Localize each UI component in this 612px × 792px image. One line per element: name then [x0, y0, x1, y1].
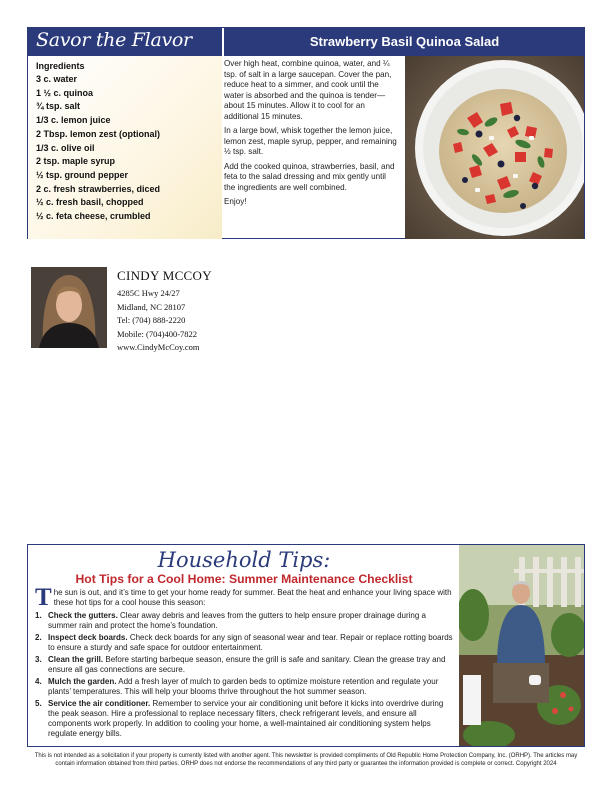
agent-mobile: Mobile: (704)400-7822 — [117, 328, 198, 339]
tip-item — [35, 633, 455, 653]
tips-content — [28, 545, 460, 746]
tips-intro — [35, 584, 455, 611]
agent-address-line2: Midland, NC 28107 — [117, 301, 186, 312]
tip-heading: Clean the grill. — [48, 655, 104, 664]
ingredient-item: ½ tsp. ground pepper — [36, 169, 129, 180]
recipe-card — [27, 27, 585, 239]
ingredient-item: ¾ tsp. salt — [36, 101, 81, 112]
tip-number: 2. — [35, 633, 42, 642]
recipe-brand-banner — [28, 28, 222, 56]
tips-intro-text: he sun is out, and it’s time to get your home ready for summer. Beat the heat and enhance your living space with these hot tips for a cool house this season: — [53, 588, 452, 607]
drop-cap: T — [35, 584, 52, 611]
agent-portrait — [31, 267, 107, 348]
household-tips-box — [27, 544, 585, 747]
ingredient-item: 2 c. fresh strawberries, diced — [36, 183, 161, 194]
tip-item — [35, 699, 455, 739]
tip-body: Check deck boards for any sign of seasonal wear and tear. Repair or replace rotting boards to ensure a sturdy and safe space for outdoor entertainment. — [48, 633, 453, 652]
tips-list — [35, 611, 455, 741]
tip-number: 3. — [35, 655, 42, 664]
agent-name: CINDY MCCOY — [117, 268, 212, 283]
ingredient-item: 2 Tbsp. lemon zest (optional) — [36, 128, 161, 139]
ingredient-item: 2 tsp. maple syrup — [36, 156, 116, 167]
salad-photo — [405, 56, 584, 239]
tip-number: 4. — [35, 677, 42, 686]
ingredient-item: 1/3 c. lemon juice — [36, 115, 111, 126]
tip-item — [35, 611, 455, 631]
direction-step: Over high heat, combine quinoa, water, and ¼ tsp. of salt in a large saucepan. Cover the pan, reduce heat to a simmer, and cook until the water is absorbed and the quinoa is tender— about 15 minutes. Allow it to cool for an additional 15 minutes. — [224, 59, 392, 121]
agent-phone: Tel: (704) 888-2220 — [117, 315, 186, 325]
tips-title: Household Tips: — [157, 548, 331, 572]
tip-heading: Mulch the garden. — [48, 677, 117, 686]
tip-body: Remember to service your air conditioning unit before it kicks into overdrive during the peak season. Hire a professional to replace necessary filters, check refrigerant levels, and ensure all components work properly. In addition to cooling your home, a well-maintained air conditioning system helps regulate energy bills. — [48, 699, 444, 738]
direction-step: Enjoy! — [224, 197, 247, 206]
ingredient-item: ½ c. feta cheese, crumbled — [36, 211, 151, 222]
ingredients-list — [36, 73, 222, 224]
agent-website-link[interactable]: www.CindyMcCoy.com — [117, 342, 200, 352]
directions — [224, 59, 398, 212]
direction-step: Add the cooked quinoa, strawberries, basil, and feta to the salad dressing and mix gently until the ingredients are well combined. — [224, 161, 395, 192]
tip-number: 5. — [35, 699, 42, 708]
disclaimer: This is not intended as a solicitation if your property is currently listed with another agent. This newsletter is provided compliments of Old Republic Home Protection Company, Inc. (ORHP). The articles may contain information obtained from third parties. ORHP does not endorse the recommendations of any third party or guarantee the information provided is complete or correct. Copyright 2024 — [34, 753, 578, 767]
agent-contact — [117, 268, 212, 355]
ingredients-panel — [28, 56, 222, 239]
ingredient-item: 1/3 c. olive oil — [36, 142, 95, 153]
direction-step: In a large bowl, whisk together the lemon juice, lemon zest, maple syrup, pepper, and remaining ½ tsp. salt. — [224, 126, 397, 156]
agent-photo — [31, 267, 107, 348]
ingredients-heading: Ingredients — [36, 61, 85, 71]
tip-item — [35, 677, 455, 697]
agent-address-line1: 4285C Hwy 24/27 — [117, 288, 180, 298]
tip-heading: Check the gutters. — [48, 611, 118, 620]
tip-body: Clear away debris and leaves from the gutters to help ensure proper drainage during a summer rain and protect the home’s foundation. — [48, 611, 426, 630]
gardening-photo — [459, 545, 584, 746]
salad-illustration — [405, 56, 584, 239]
recipe-brand: Savor the Flavor — [36, 29, 192, 51]
tip-body: Add a fresh layer of mulch to garden beds to optimize moisture retention and regulate your plants’ temperatures. This will help your blooms thrive throughout the hot summer season. — [48, 677, 439, 696]
recipe-title: Strawberry Basil Quinoa Salad — [309, 34, 500, 49]
tip-heading: Inspect deck boards. — [48, 633, 128, 642]
ingredient-item: ½ c. fresh basil, chopped — [36, 197, 144, 208]
tip-number: 1. — [35, 611, 42, 620]
tip-heading: Service the air conditioner. — [48, 699, 151, 708]
ingredient-item: 1 ½ c. quinoa — [36, 87, 94, 98]
ingredient-item: 3 c. water — [36, 74, 78, 84]
tip-body: Before starting barbeque season, ensure the grill is safe and sanitary. Clean the grease tray and ensure all gas connections are secure. — [48, 655, 446, 674]
recipe-title-banner — [224, 28, 585, 56]
tip-item — [35, 655, 455, 675]
gardener-illustration — [459, 545, 584, 746]
tips-subtitle: Hot Tips for a Cool Home: Summer Maintenance Checklist — [75, 572, 413, 586]
